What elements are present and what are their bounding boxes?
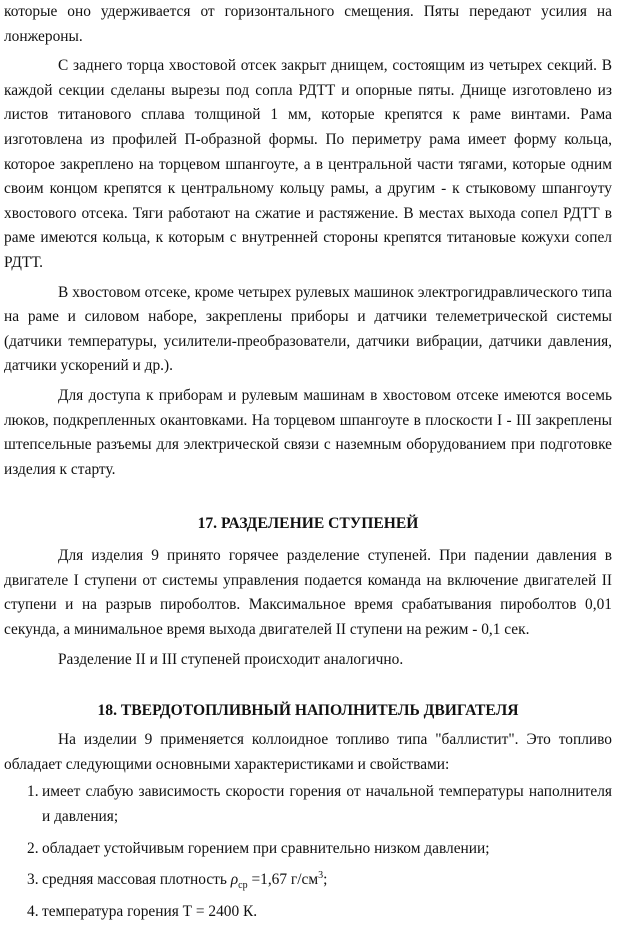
property-list xyxy=(4,780,612,924)
density-subscript: ср xyxy=(238,880,248,892)
paragraph: В хвостовом отсеке, кроме четырех рулевых машинок электрогидравлического типа на раме и силовом наборе, закреплены приборы и датчики телеметрической системы (датчики температуры, усилители-преобразователи, датчики вибрации, датчики давления, датчики ускорений и др.). xyxy=(4,283,612,375)
density-symbol: ρ xyxy=(230,871,239,889)
section-heading-17: 17. РАЗДЕЛЕНИЕ СТУПЕНЕЙ xyxy=(197,515,419,533)
list-item xyxy=(4,837,612,862)
paragraph: Для изделия 9 принято горячее разделение ступеней. При падении давления в двигателе I ступени от системы управления подается команда на включение двигателей II ступени и на разрыв пироболтов. Максимальное время срабатывания пироболтов 0,01 секунда, а минимальное время выхода двигателей II ступени на режим - 0,1 сек. xyxy=(4,547,612,639)
list-text: температура горения Т = 2400 К. xyxy=(42,902,258,920)
list-text-mid: =1,67 г/см xyxy=(247,871,319,889)
list-item xyxy=(4,868,612,893)
list-number: 3. xyxy=(27,871,39,889)
list-text: имеет слабую зависимость скорости горения от начальной температуры наполнителя и давления; xyxy=(42,783,612,826)
section-heading-18: 18. ТВЕРДОТОПЛИВНЫЙ НАПОЛНИТЕЛЬ ДВИГАТЕЛЯ xyxy=(97,702,519,720)
list-text: обладает устойчивым горением при сравнительно низком давлении; xyxy=(42,839,490,857)
list-item xyxy=(4,900,612,925)
paragraph: которые оно удерживается от горизонтального смещения. Пяты передают усилия на лонжероны. xyxy=(4,3,612,45)
unit-superscript: 3 xyxy=(318,870,324,882)
document-page xyxy=(4,0,612,931)
paragraph: На изделии 9 применяется коллоидное топливо типа "баллистит". Это топливо обладает следующими основными характеристиками и свойствами: xyxy=(4,731,612,773)
list-item xyxy=(4,780,612,829)
paragraph: Для доступа к приборам и рулевым машинам в хвостовом отсеке имеются восемь люков, подкрепленных окантовками. На торцевом шпангоуте в плоскости I - III закреплены штепсельные разъемы для электрической связи с наземным оборудованием при подготовке изделия к старту. xyxy=(4,386,612,478)
list-number: 2. xyxy=(27,839,39,857)
list-number: 1. xyxy=(27,783,39,801)
paragraph: Разделение II и III ступеней происходит аналогично. xyxy=(58,650,404,668)
list-text-after: ; xyxy=(323,871,328,889)
list-text-before: средняя массовая плотность xyxy=(42,871,231,889)
list-number: 4. xyxy=(27,902,39,920)
paragraph: С заднего торца хвостовой отсек закрыт днищем, состоящим из четырех секций. В каждой секции сделаны вырезы под сопла РДТТ и опорные пяты. Днище изготовлено из листов титанового сплава толщиной 1 мм, которые крепятся к раме винтами. Рама изготовлена из профилей П-образной формы. По периметру рама имеет форму кольца, которое закреплено на торцевом шпангоуте, а в центральной части тягами, которые одним своим концом крепятся к центральному кольцу рамы, а другим - к стыковому шпангоуту хвостового отсека. Тяги работают на сжатие и растяжение. В местах выхода сопел РДТТ в раме имеются кольца, к которым с внутренней стороны крепятся титановые кожухи сопел РДТТ. xyxy=(4,57,612,271)
